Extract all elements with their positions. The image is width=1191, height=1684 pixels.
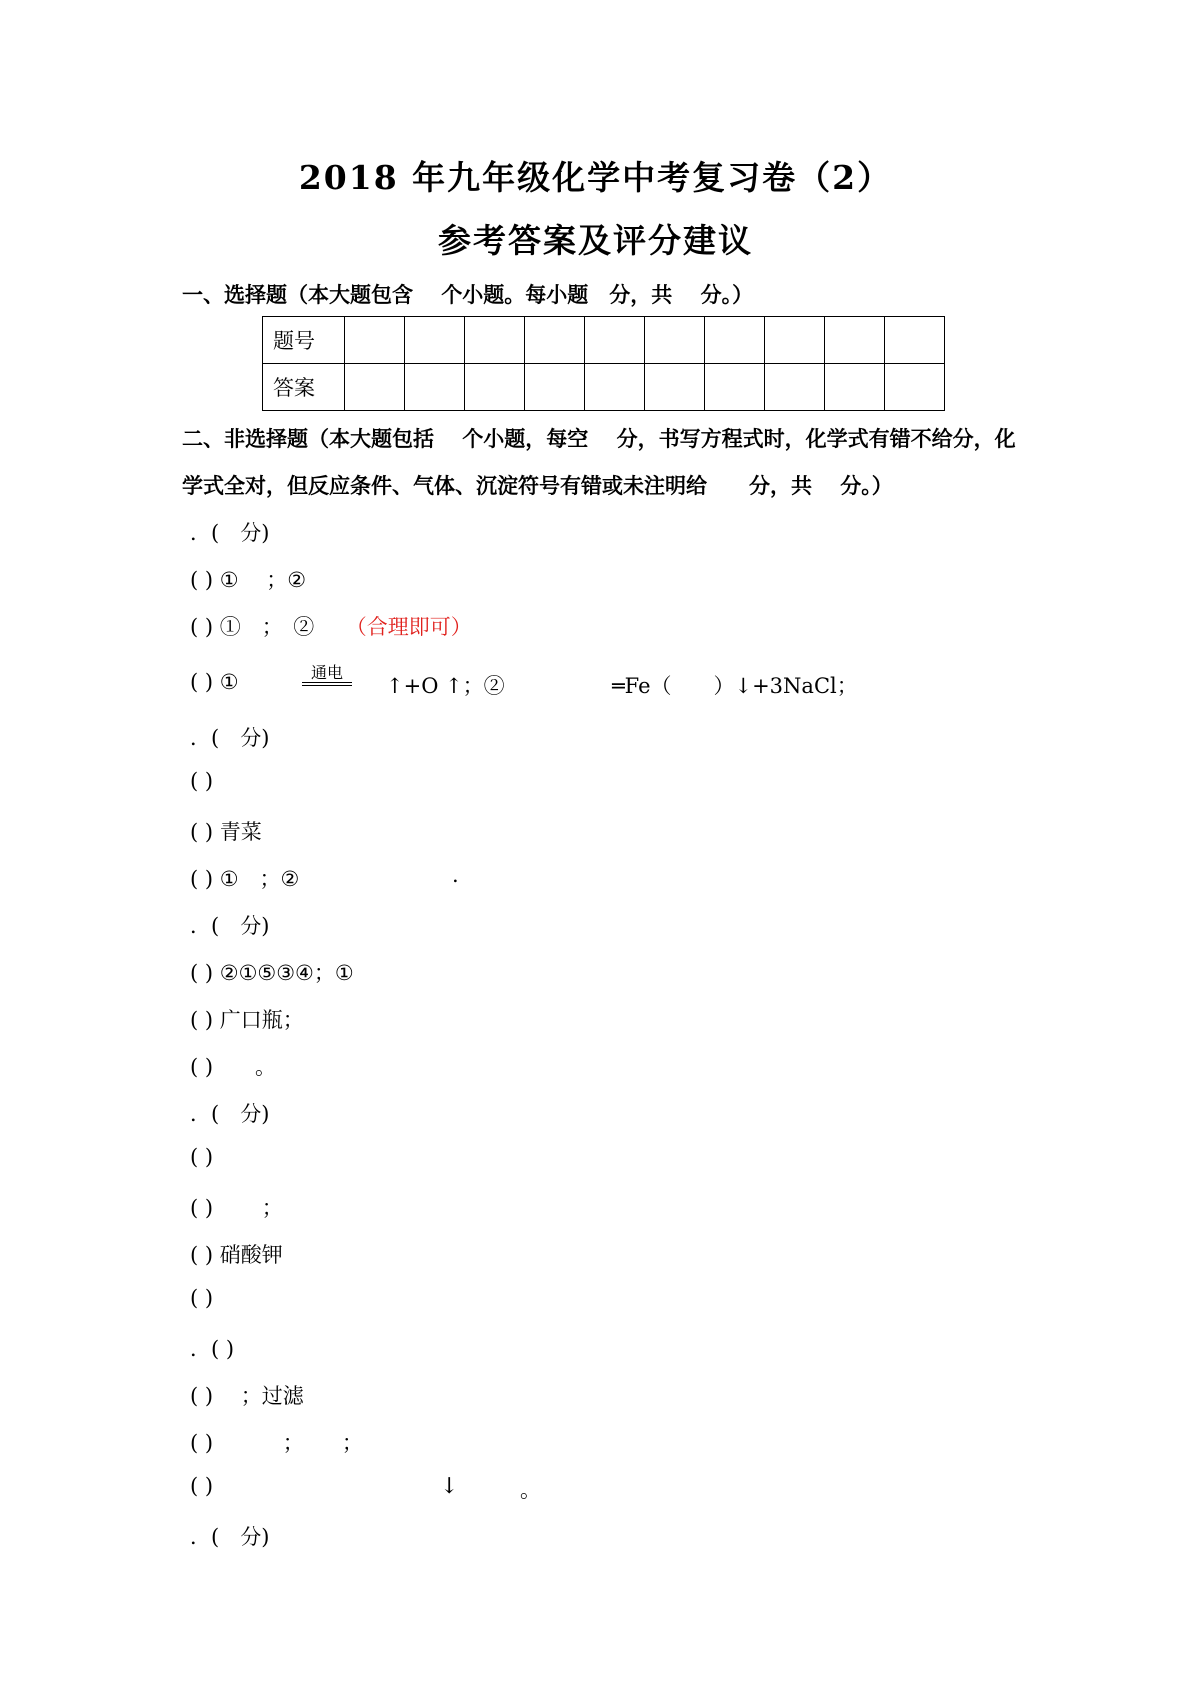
- equation-double-line: [302, 685, 352, 686]
- answer-line: [190, 611, 472, 641]
- table-cell: [465, 317, 525, 364]
- precipitate-arrow: ↓: [440, 1474, 459, 1499]
- table-row: [263, 364, 945, 411]
- answer-line: ( ) ；: [190, 1196, 283, 1220]
- answer-table: [262, 316, 945, 411]
- table-cell: [645, 317, 705, 364]
- answer-line: ( ): [190, 1145, 214, 1169]
- answer-line: ( ) ②①⑤③④；①: [190, 961, 354, 985]
- answer-dot: .: [452, 863, 459, 887]
- answer-line: ．( ): [190, 1337, 235, 1361]
- answer-line: ( ) ① ；②: [190, 568, 307, 592]
- answer-line: ( ) 青菜: [190, 820, 262, 844]
- answer-line: ( ): [190, 769, 214, 793]
- table-cell: [465, 364, 525, 411]
- answer-text: ( ) ① ； ②: [190, 615, 357, 639]
- note-reasonable: （合理即可）: [356, 615, 472, 639]
- answer-line: ( ) 硝酸钾: [190, 1243, 283, 1267]
- table-cell: [345, 364, 405, 411]
- answer-line: ( ): [190, 1474, 214, 1498]
- condition-label: 通电: [310, 663, 343, 682]
- section1-heading: 一、选择题（本大题包含 个小题。每小题 分，共 分。）: [182, 282, 754, 307]
- answer-line: ．( 分): [190, 914, 270, 938]
- answer-period: 。: [520, 1478, 541, 1502]
- electrolysis-condition: [302, 660, 352, 683]
- table-cell: [885, 364, 945, 411]
- table-cell: [405, 317, 465, 364]
- table-cell: [525, 317, 585, 364]
- table-cell: [705, 317, 765, 364]
- table-cell: [585, 317, 645, 364]
- section2-heading-line2: 学式全对，但反应条件、气体、沉淀符号有错或未注明给 分，共 分。）: [182, 473, 893, 498]
- answer-line: ( ) ；过滤: [190, 1384, 304, 1408]
- page-title: 2018 年九年级化学中考复习卷（2）: [298, 158, 893, 197]
- table-cell: [705, 364, 765, 411]
- table-cell: [765, 364, 825, 411]
- section2-heading-line1: 二、非选择题（本大题包括 个小题，每空 分，书写方程式时，化学式有错不给分，化: [182, 426, 1016, 451]
- equation-double-line: [302, 682, 352, 683]
- answer-line: ( ) ① ；②: [190, 867, 300, 891]
- table-cell: [825, 364, 885, 411]
- table-cell: [405, 364, 465, 411]
- equation-part: ↑+O ↑；②: [386, 674, 505, 698]
- table-cell: [885, 317, 945, 364]
- table-cell: [765, 317, 825, 364]
- table-row: [263, 317, 945, 364]
- answer-line: ( ) 广口瓶；: [190, 1008, 304, 1032]
- answer-line: ( ): [190, 1286, 214, 1310]
- table-cell: [585, 364, 645, 411]
- answer-line: ( ) 。: [190, 1055, 277, 1079]
- table-cell: [525, 364, 585, 411]
- answer-line: ．( 分): [190, 726, 270, 750]
- page-subtitle: 参考答案及评分建议: [438, 221, 753, 260]
- table-header-cell: 题号: [263, 317, 345, 364]
- answer-line: ．( 分): [190, 1525, 270, 1549]
- answer-line: ．( 分): [190, 521, 270, 545]
- table-header-cell: 答案: [263, 364, 345, 411]
- answer-line: ( ) ①: [190, 670, 239, 694]
- table-cell: [825, 317, 885, 364]
- answer-line: ．( 分): [190, 1102, 270, 1126]
- answer-line: ( ) ； ；: [190, 1431, 363, 1455]
- table-cell: [345, 317, 405, 364]
- table-cell: [645, 364, 705, 411]
- equation-part: ═Fe（ ）↓+3NaCl；: [612, 674, 858, 698]
